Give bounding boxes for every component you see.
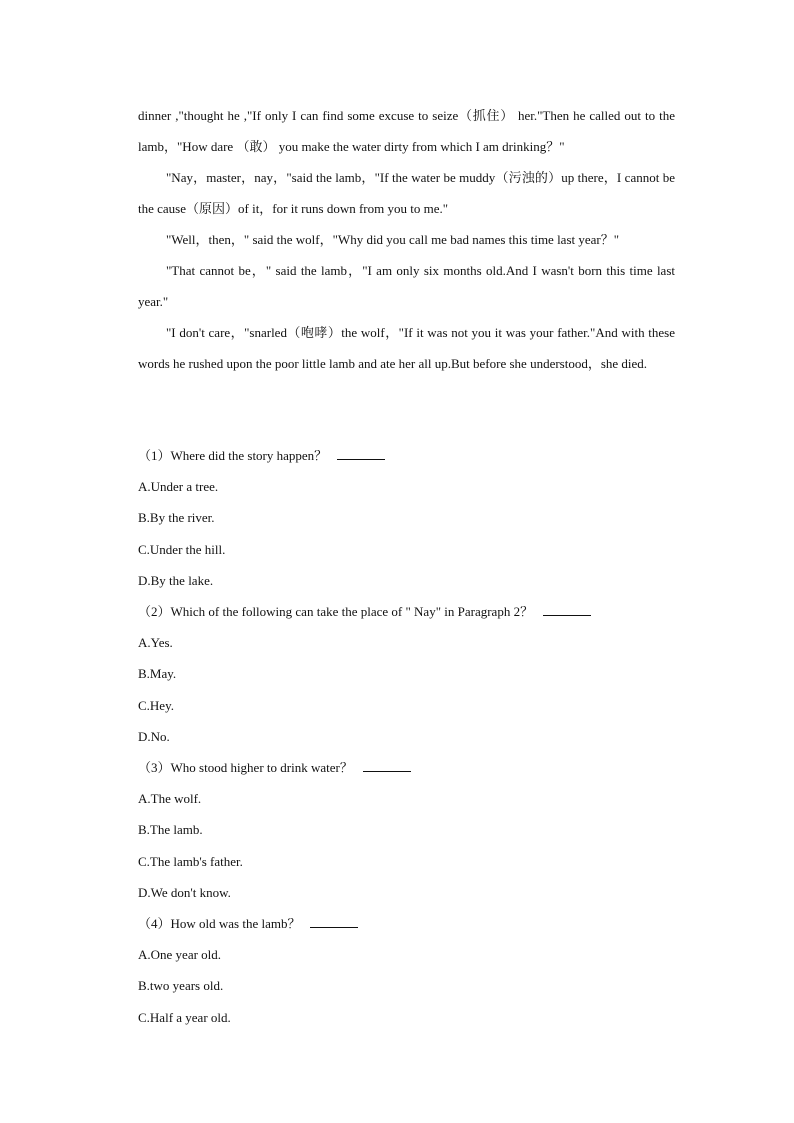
- answer-blank[interactable]: [337, 458, 385, 460]
- question-stem: （4）How old was the lamb？: [138, 916, 301, 932]
- option-c[interactable]: C.Half a year old.: [138, 1009, 231, 1025]
- option-d[interactable]: D.By the lake.: [138, 572, 214, 588]
- passage-paragraph-5: "I don't care，"snarled（咆哮）the wolf，"If it was not you it was your father."And with these words he rushed upon the poor little lamb and ate her all up.But before she understood，she died.: [138, 325, 675, 371]
- option-a[interactable]: A.One year old.: [138, 947, 222, 963]
- answer-blank[interactable]: [543, 614, 591, 616]
- question-list: [138, 440, 675, 1033]
- option-b[interactable]: B.By the river.: [138, 510, 215, 526]
- passage-paragraph-4: "That cannot be，" said the lamb，"I am only six months old.And I wasn't born this time last year.": [138, 263, 675, 309]
- reading-passage: [138, 100, 675, 379]
- option-a[interactable]: A.Under a tree.: [138, 479, 219, 495]
- option-b[interactable]: B.two years old.: [138, 978, 224, 994]
- question-4: [138, 908, 675, 1033]
- option-c[interactable]: C.Under the hill.: [138, 541, 226, 557]
- question-1: [138, 440, 675, 596]
- option-b[interactable]: B.The lamb.: [138, 822, 203, 838]
- option-d[interactable]: D.No.: [138, 728, 170, 744]
- option-a[interactable]: A.The wolf.: [138, 791, 202, 807]
- question-stem: （2）Which of the following can take the place of " Nay" in Paragraph 2？: [138, 604, 534, 620]
- option-b[interactable]: B.May.: [138, 666, 177, 682]
- option-a[interactable]: A.Yes.: [138, 635, 173, 651]
- question-stem: （1）Where did the story happen？: [138, 448, 328, 463]
- passage-paragraph-1: dinner ,"thought he ,"If only I can find some excuse to seize（抓住） her."Then he called out to the lamb，"How dare （敢） you make the water dirty from which I am drinking？": [138, 108, 675, 154]
- option-c[interactable]: C.The lamb's father.: [138, 853, 243, 869]
- passage-paragraph-3: "Well，then，" said the wolf，"Why did you call me bad names this time last year？": [166, 232, 620, 247]
- question-2: [138, 596, 675, 752]
- answer-blank[interactable]: [310, 926, 358, 928]
- option-c[interactable]: C.Hey.: [138, 697, 174, 713]
- question-3: [138, 752, 675, 908]
- passage-paragraph-2: "Nay，master，nay，"said the lamb，"If the water be muddy（污浊的）up there，I cannot be the cause（原因）of it，for it runs down from you to me.": [138, 170, 675, 216]
- answer-blank[interactable]: [363, 770, 411, 772]
- question-stem: （3）Who stood higher to drink water？: [138, 760, 353, 776]
- option-d[interactable]: D.We don't know.: [138, 884, 231, 900]
